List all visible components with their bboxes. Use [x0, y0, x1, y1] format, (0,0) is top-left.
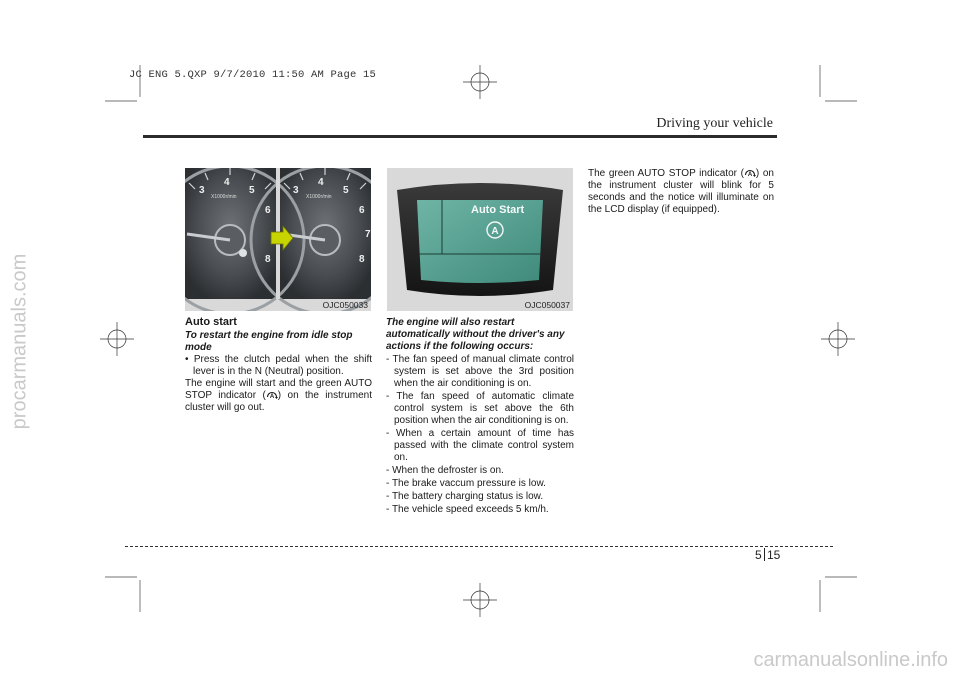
- printer-slug: JC ENG 5.QXP 9/7/2010 11:50 AM Page 15: [129, 69, 377, 81]
- paragraph-text-before: The green AUTO STOP indicator (: [588, 168, 744, 179]
- heading-auto-start: Auto start: [185, 316, 237, 328]
- gauge-left-tick-5: 5: [249, 185, 255, 196]
- display-auto-start-label: Auto Start: [471, 204, 525, 216]
- bottom-watermark: carmanualsonline.info: [753, 649, 948, 671]
- page-number-value: 15: [767, 548, 781, 562]
- column-1-text: [185, 316, 372, 414]
- condition-item: - The vehicle speed exceeds 5 km/h.: [386, 504, 549, 515]
- gauge-left-tick-6: 6: [265, 205, 271, 216]
- section-title: Driving your vehicle: [656, 116, 773, 131]
- gauge-figure: [185, 168, 371, 311]
- condition-text: When the defroster is on.: [392, 465, 504, 476]
- figure-caption: OJC050033: [322, 300, 368, 310]
- page-number: [740, 548, 780, 562]
- paragraph-engine-start: [185, 378, 372, 414]
- gauge-right-tick-5: 5: [343, 185, 349, 196]
- side-watermark: procarmanuals.com: [8, 253, 31, 430]
- gauge-right-tick-4: 4: [318, 177, 324, 188]
- paragraph-text-after: ) on the instrument cluster will go out.: [185, 390, 372, 413]
- svg-text:A: A: [269, 394, 274, 400]
- condition-text: The fan speed of automatic climate control system is set above the 6th position when the air conditioning is on.: [394, 391, 575, 426]
- gauge-right-tick-3: 3: [293, 185, 299, 196]
- condition-item: - The fan speed of automatic climate control system is set above the 6th position when the air conditioning is on.: [386, 391, 575, 426]
- condition-item: - The battery charging status is low.: [386, 491, 544, 502]
- condition-text: The brake vaccum pressure is low.: [391, 478, 546, 489]
- svg-text:A: A: [747, 172, 753, 178]
- subheading-restart: To restart the engine from idle stop mode: [185, 330, 353, 353]
- paragraph-text-after: ) on the instrument cluster will blink for 5 seconds and the notice will illuminate on the LCD display (if equipped).: [588, 168, 774, 215]
- condition-text: The fan speed of manual climate control system is set above the 3rd position when the air conditioning is on.: [392, 354, 574, 389]
- gauge-right-tick-7: 7: [365, 229, 371, 240]
- bullet-item: • Press the clutch pedal when the shift lever is in the N (Neutral) position.: [185, 354, 373, 377]
- condition-item: - The fan speed of manual climate control system is set above the 3rd position when the air conditioning is on.: [386, 354, 574, 389]
- auto-stop-icon: [266, 390, 278, 400]
- auto-stop-icon: [744, 168, 756, 178]
- gauge-left-tick-4: 4: [224, 177, 230, 188]
- svg-text:A: A: [491, 226, 499, 237]
- gauge-right-unit: X1000r/min: [306, 194, 332, 200]
- display-figure: [387, 168, 573, 311]
- subheading-auto-restart: The engine will also restart automatically without the driver's any actions if the following occurs:: [386, 317, 565, 352]
- footer-rule: [125, 546, 833, 547]
- gauge-right-tick-6: 6: [359, 205, 365, 216]
- paragraph-indicator-blink: [588, 168, 774, 216]
- condition-item: - When a certain amount of time has passed with the climate control system on.: [386, 428, 575, 463]
- condition-text: The battery charging status is low.: [391, 491, 544, 502]
- gauge-right-tick-8: 8: [359, 254, 365, 265]
- figure-caption: OJC050037: [524, 300, 570, 310]
- condition-text: When a certain amount of time has passed with the climate control system on.: [394, 428, 575, 463]
- chapter-number: 5: [755, 548, 762, 562]
- condition-text: The vehicle speed exceeds 5 km/h.: [391, 504, 549, 515]
- page-number-separator: [764, 548, 765, 561]
- column-3-text: [588, 168, 774, 216]
- condition-item: - The brake vaccum pressure is low.: [386, 478, 546, 489]
- bullet-text: Press the clutch pedal when the shift lever is in the N (Neutral) position.: [193, 354, 373, 377]
- gauge-left-tick-8: 8: [265, 254, 271, 265]
- lcd-display-illustration: [387, 168, 573, 311]
- gauge-left-tick-3: 3: [199, 185, 205, 196]
- paragraph-text-before: The engine will start and the green AUTO STOP indicator (: [185, 378, 372, 401]
- column-2-text: [386, 317, 574, 516]
- condition-item: - When the defroster is on.: [386, 465, 504, 476]
- gauge-left-unit: X1000r/min: [211, 194, 237, 200]
- header-rule: [143, 135, 777, 138]
